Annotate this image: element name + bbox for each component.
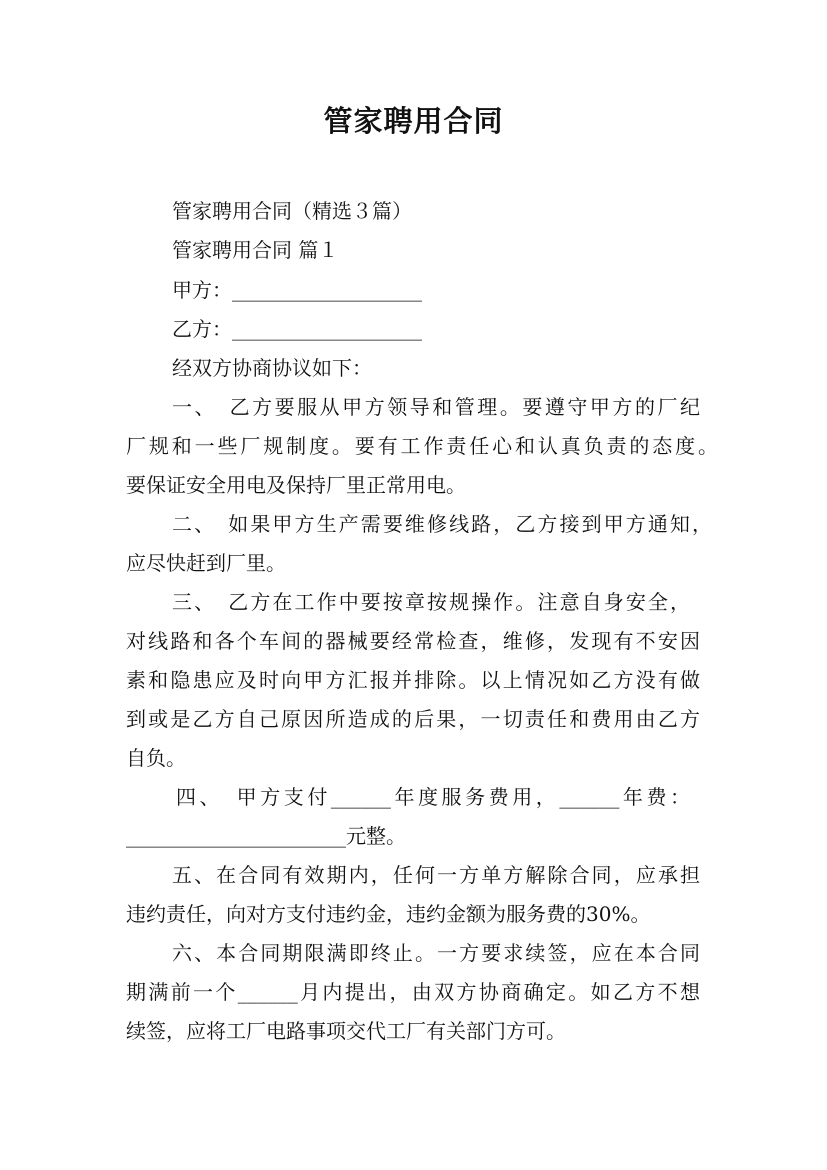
clause-5-line-1: 五、在合同有效期内，任何一方单方解除合同，应承担 <box>172 863 700 887</box>
clause-5-line-2: 违约责任，向对方支付违约金，违约金额为服务费的30%。 <box>126 902 651 926</box>
clause-1-line-3: 要保证安全用电及保持厂里正常用电。 <box>126 473 466 497</box>
clause-2-line-2: 应尽快赶到厂里。 <box>126 551 286 575</box>
clause-1-line-2: 厂规和一些厂规制度。要有工作责任心和认真负责的态度。 <box>126 434 718 458</box>
clause-6-line-3: 续签，应将工厂电路事项交代工厂有关部门方可。 <box>126 1019 566 1043</box>
clause-1-line-1: 一、 乙方要服从甲方领导和管理。要遵守甲方的厂纪 <box>172 395 700 419</box>
clause-6-line-2: 期满前一个______月内提出，由双方协商确定。如乙方不想 <box>126 980 700 1004</box>
party-b-line: 乙方：___________________ <box>172 317 422 341</box>
clause-2-line-1: 二、 如果甲方生产需要维修线路，乙方接到甲方通知， <box>172 512 712 536</box>
clause-4-line-2: ______________________元整。 <box>126 824 406 848</box>
party-a-line: 甲方：___________________ <box>172 278 422 302</box>
clause-4-line-1: 四、 甲方支付______年度服务费用，______年费： <box>176 785 690 809</box>
clause-3-line-3: 素和隐患应及时向甲方汇报并排除。以上情况如乙方没有做 <box>126 668 700 692</box>
clause-3-line-5: 自负。 <box>126 746 186 770</box>
clause-6-line-1: 六、本合同期限满即终止。一方要求续签，应在本合同 <box>172 941 700 965</box>
agreement-intro: 经双方协商协议如下： <box>172 356 372 380</box>
clause-3-line-1: 三、 乙方在工作中要按章按规操作。注意自身安全， <box>172 590 690 614</box>
subtitle-line: 管家聘用合同（精选３篇） <box>172 199 412 223</box>
section-heading: 管家聘用合同 篇１ <box>172 238 339 262</box>
clause-3-line-4: 到或是乙方自己原因所造成的后果，一切责任和费用由乙方 <box>126 707 700 731</box>
document-title: 管家聘用合同 <box>323 104 504 138</box>
clause-3-line-2: 对线路和各个车间的器械要经常检查，维修，发现有不安因 <box>126 629 700 653</box>
